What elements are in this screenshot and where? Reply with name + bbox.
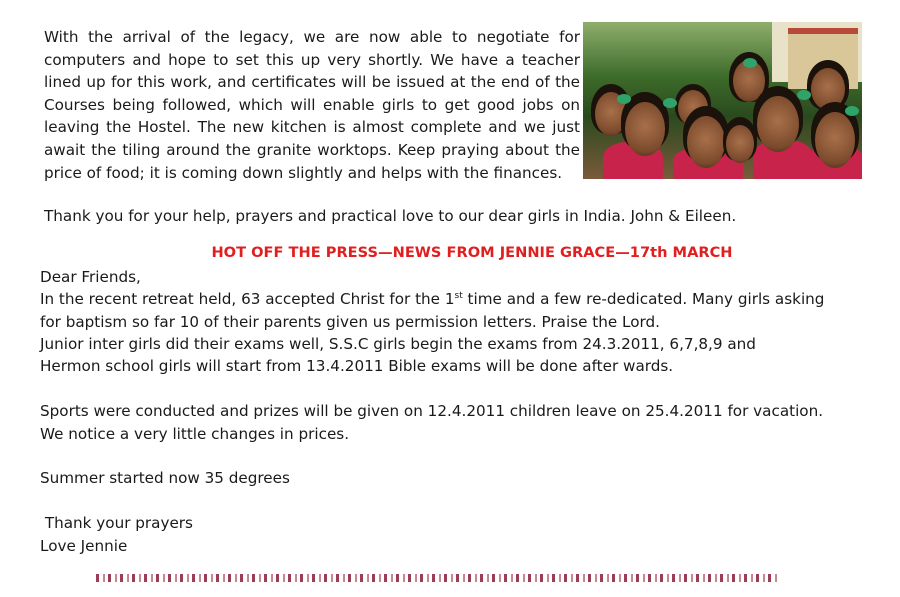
news-headline: HOT OFF THE PRESS—NEWS FROM JENNIE GRACE—17th MARCH — [211, 244, 733, 261]
news-line: We notice a very little changes in prices. — [40, 425, 350, 443]
letter-line: Courses being followed, which will enable girls to get good jobs on — [44, 95, 580, 114]
letter-line: lined up for this work, and certificates will be issued at the end of the — [44, 73, 580, 92]
letter-line: leaving the Hostel. The new kitchen is almost complete and we just — [44, 118, 580, 137]
letter-line: price of food; it is coming down slightly and helps with the finances. — [44, 163, 563, 182]
group-photo-of-girls — [583, 22, 862, 179]
news-line: Junior inter girls did their exams well, S.S.C girls begin the exams from 24.3.2011, 6,7,8,9 and — [40, 335, 756, 353]
news-line: Thank your prayers — [40, 514, 193, 532]
letter-top-paragraph — [44, 26, 580, 184]
news-line: Summer started now 35 degrees — [40, 469, 290, 487]
signoff: Love Jennie — [40, 537, 128, 555]
decorative-divider — [96, 574, 780, 582]
ordinal-suffix: st — [454, 290, 463, 301]
letter-line: computers and hope to set this up very shortly. We have a teacher — [44, 50, 580, 69]
news-line: Sports were conducted and prizes will be given on 12.4.2011 children leave on 25.4.2011 for vacation. — [40, 402, 824, 420]
news-line-part: time and a few re-dedicated. Many girls asking — [462, 290, 825, 308]
letter-line: With the arrival of the legacy, we are now able to negotiate for — [44, 28, 580, 46]
thanks-line: Thank you for your help, prayers and practical love to our dear girls in India. John & Eileen. — [44, 207, 737, 225]
news-line: Hermon school girls will start from 13.4.2011 Bible exams will be done after wards. — [40, 357, 674, 375]
greeting: Dear Friends, — [40, 268, 141, 286]
news-line: for baptism so far 10 of their parents given us permission letters. Praise the Lord. — [40, 313, 660, 331]
news-line-part: In the recent retreat held, 63 accepted Christ for the 1 — [40, 290, 455, 308]
news-line — [40, 289, 824, 309]
letter-line: await the tiling around the granite worktops. Keep praying about the — [44, 140, 580, 159]
